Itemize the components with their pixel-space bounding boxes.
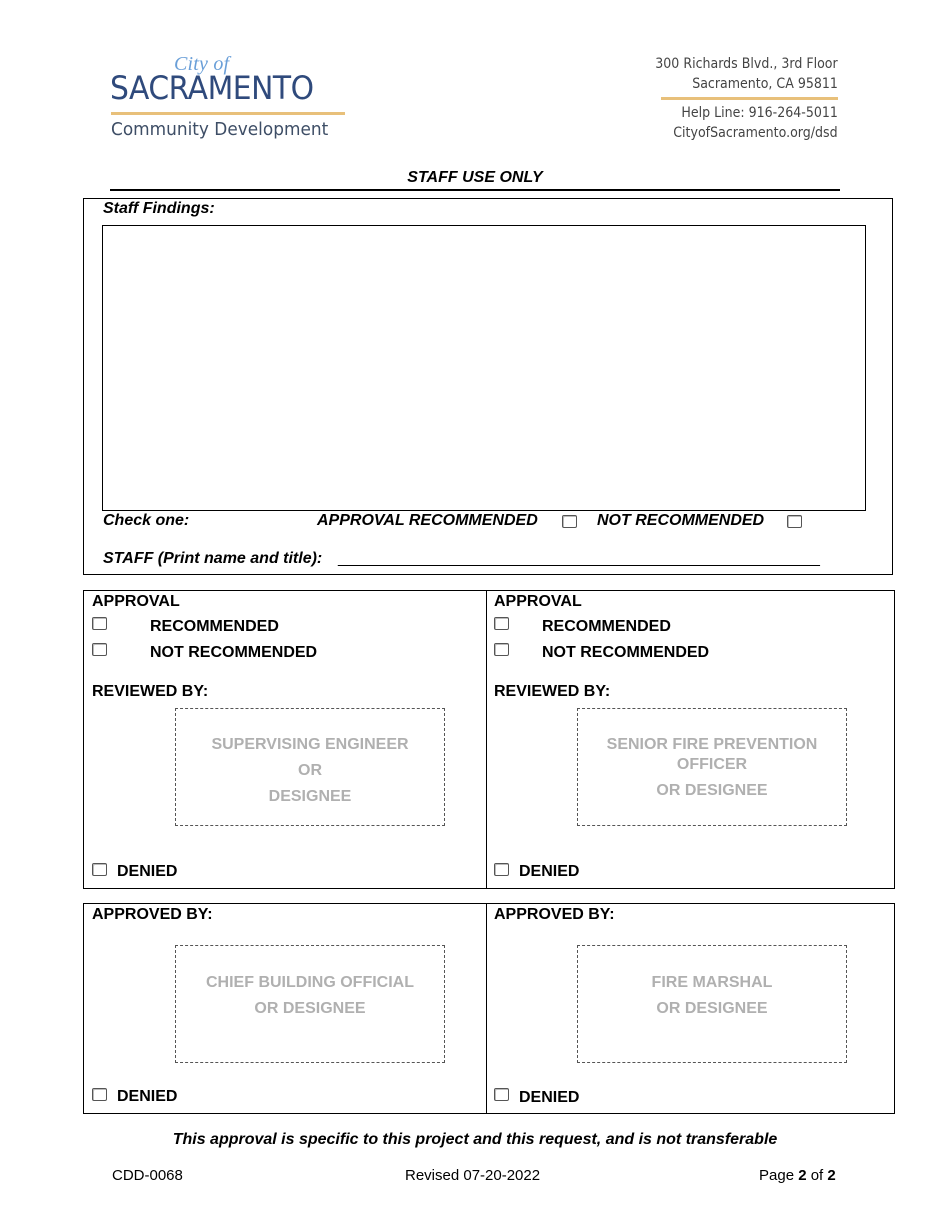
fire-prevention-officer-signature-box[interactable] bbox=[577, 708, 847, 826]
helpline: Help Line: 916-264-5011 bbox=[681, 105, 838, 121]
logo-sacramento: SACRAMENTO bbox=[110, 69, 314, 107]
approved-by-label-right: APPROVED BY: bbox=[494, 906, 615, 923]
chief-building-official-signature-box[interactable] bbox=[175, 945, 445, 1063]
approval-recommended-label: APPROVAL RECOMMENDED bbox=[317, 512, 538, 529]
fire-marshal-signature-box[interactable] bbox=[577, 945, 847, 1063]
address-line-2: Sacramento, CA 95811 bbox=[692, 76, 838, 92]
review-divider bbox=[486, 591, 487, 888]
approval-divider bbox=[486, 904, 487, 1113]
title-underline bbox=[110, 189, 840, 191]
denied-label-approve-right: DENIED bbox=[519, 1089, 580, 1106]
non-transferable-notice: This approval is specific to this project and this request, and is not transferable bbox=[172, 1131, 778, 1148]
address-divider bbox=[661, 97, 838, 100]
staff-use-only-title: STAFF USE ONLY bbox=[407, 169, 543, 186]
check-one-label: Check one: bbox=[103, 512, 190, 529]
staff-findings-section bbox=[83, 198, 893, 575]
approval-recommended-checkbox[interactable] bbox=[562, 515, 577, 528]
denied-checkbox-review-right[interactable] bbox=[494, 863, 509, 876]
page-prefix: Page bbox=[759, 1167, 799, 1184]
not-recommended-checkbox-left[interactable] bbox=[92, 643, 107, 656]
staff-name-label: STAFF (Print name and title): bbox=[103, 550, 323, 567]
form-code: CDD-0068 bbox=[112, 1167, 183, 1184]
sig-line-2: OFFICER bbox=[676, 756, 748, 773]
page-total: 2 bbox=[827, 1167, 836, 1184]
page-of: of bbox=[806, 1167, 828, 1184]
denied-label-review-left: DENIED bbox=[117, 863, 178, 880]
recommended-checkbox-right[interactable] bbox=[494, 617, 509, 630]
sig-line-2: OR bbox=[298, 762, 322, 779]
reviewed-by-label-right: REVIEWED BY: bbox=[494, 683, 611, 700]
approval-signoff-section bbox=[83, 903, 895, 1114]
denied-checkbox-approve-left[interactable] bbox=[92, 1088, 107, 1101]
not-recommended-checkbox[interactable] bbox=[787, 515, 802, 528]
logo-department: Community Development bbox=[111, 119, 329, 140]
sig-line-2: OR DESIGNEE bbox=[656, 1000, 768, 1017]
denied-checkbox-review-left[interactable] bbox=[92, 863, 107, 876]
approval-label-left: APPROVAL bbox=[92, 593, 180, 610]
review-section bbox=[83, 590, 895, 889]
sig-line-3: DESIGNEE bbox=[268, 788, 352, 805]
not-recommended-label-right: NOT RECOMMENDED bbox=[542, 644, 710, 661]
denied-label-approve-left: DENIED bbox=[117, 1088, 178, 1105]
logo-city-of: City of bbox=[174, 53, 230, 75]
denied-label-review-right: DENIED bbox=[519, 863, 580, 880]
staff-findings-textarea[interactable] bbox=[102, 225, 866, 511]
recommended-label-left: RECOMMENDED bbox=[150, 618, 279, 635]
reviewed-by-label-left: REVIEWED BY: bbox=[92, 683, 209, 700]
supervising-engineer-signature-box[interactable] bbox=[175, 708, 445, 826]
page-current: 2 bbox=[798, 1167, 807, 1184]
not-recommended-checkbox-right[interactable] bbox=[494, 643, 509, 656]
website: CityofSacramento.org/dsd bbox=[673, 125, 838, 141]
sig-line-1: FIRE MARSHAL bbox=[651, 974, 773, 991]
page-number bbox=[759, 1167, 836, 1184]
approved-by-label-left: APPROVED BY: bbox=[92, 906, 213, 923]
sig-line-1: SENIOR FIRE PREVENTION bbox=[606, 736, 818, 753]
staff-name-field[interactable]: __________________________________________________________ bbox=[338, 550, 820, 567]
logo-divider bbox=[111, 112, 345, 115]
denied-checkbox-approve-right[interactable] bbox=[494, 1088, 509, 1101]
approval-label-right: APPROVAL bbox=[494, 593, 582, 610]
not-recommended-label-left: NOT RECOMMENDED bbox=[150, 644, 318, 661]
sig-line-3: OR DESIGNEE bbox=[656, 782, 768, 799]
staff-findings-label: Staff Findings: bbox=[103, 200, 215, 217]
address-line-1: 300 Richards Blvd., 3rd Floor bbox=[655, 56, 838, 72]
not-recommended-label: NOT RECOMMENDED bbox=[597, 512, 765, 529]
sig-line-1: SUPERVISING ENGINEER bbox=[211, 736, 409, 753]
recommended-checkbox-left[interactable] bbox=[92, 617, 107, 630]
sig-line-1: CHIEF BUILDING OFFICIAL bbox=[206, 974, 414, 991]
revised-date: Revised 07-20-2022 bbox=[405, 1167, 541, 1184]
sig-line-2: OR DESIGNEE bbox=[254, 1000, 366, 1017]
recommended-label-right: RECOMMENDED bbox=[542, 618, 671, 635]
